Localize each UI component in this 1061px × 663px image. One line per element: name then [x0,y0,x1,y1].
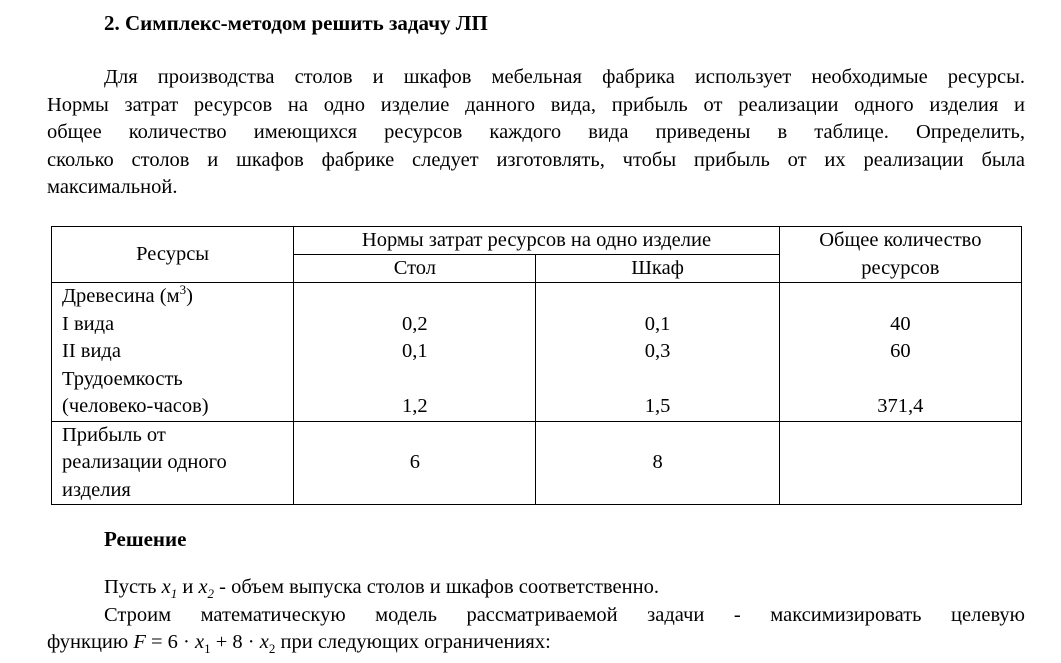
cabinet-item-norms [536,283,779,422]
header-total [779,227,1021,283]
problem-line-5: максимальной. [47,176,178,198]
header-cabinet-item: Шкаф [536,255,779,283]
wood1-cabinet-value: 0,1 [644,312,671,335]
resources-table [51,226,1022,505]
problem-line-3: общее количество имеющихся ресурсов каждого вида приведены в таблице. Определить, [47,121,1025,143]
header-total-line-1: Общее количество [819,229,982,251]
task-number: 2 [104,11,115,35]
wood-label: Древесина $(м^3)$ [62,282,193,307]
cubic-superscript: 3 [179,282,187,298]
header-table-item: Стол [294,255,536,283]
labor-cabinet-value: 1,5 [644,395,671,417]
wood2-total-value: 60 [890,340,911,362]
problem-line-2: Нормы затрат ресурсов на одно изделие данного вида, прибыль от реализации одного изделия и [47,93,1025,116]
header-norms: Нормы затрат ресурсов на одно изделие [294,227,779,255]
objective-formula: $F = 6 \cdot x_1 + 8 \cdot x_2$ [133,631,276,657]
task-heading [104,11,488,36]
problem-line-1: Для производства столов и шкафов мебельная фабрика использует необходимые ресурсы. [104,66,1025,88]
wood2-cabinet-value: 0,3 [644,340,671,362]
wood-type-2-label: II вида [62,340,121,362]
profit-label [52,421,294,505]
problem-line-4: сколько столов и шкафов фабрике следует изготовлять, чтобы прибыль от их реализации была [47,148,1025,171]
profit-label-line-3: изделия [62,478,131,501]
solution-heading: Решение [104,527,187,551]
profit-label-line-2: реализации одного [62,451,227,473]
solution-line-3: функцию $F = 6 \cdot x_1 + 8 \cdot x_2$ при следующих ограничениях: [47,631,551,657]
table-item-norms [294,283,536,422]
profit-total-empty [779,421,1021,505]
wood-type-1-label: I вида [62,312,115,335]
labor-label-line-1: Трудоемкость [62,367,183,390]
profit-label-line-1: Прибыль от [62,423,166,446]
wood2-table-value: 0,1 [402,340,428,362]
header-resources: Ресурсы [52,227,294,283]
header-total-line-2: ресурсов [861,256,940,279]
wood1-table-value: 0,2 [402,312,428,335]
profit-cabinet-value: 8 [536,421,779,505]
resource-totals [779,283,1021,422]
wood1-total-value: 40 [890,312,911,335]
labor-label-line-2: (человеко-часов) [62,395,209,417]
problem-statement [47,64,1025,202]
solution-text [47,574,1025,657]
labor-table-value: 1,2 [402,395,428,417]
resource-labels [52,283,294,422]
profit-table-value: 6 [294,421,536,505]
task-title: . Симплекс-методом решить задачу ЛП [114,11,488,35]
solution-line-2: Строим математическую модель рассматриваемой задачи - максимизировать целевую [104,603,1025,626]
solution-line-1: Пусть $x_1$ и $x_2$ - объем выпуска столов и шкафов соответственно. [104,576,659,602]
labor-total-value: 371,4 [877,395,924,417]
